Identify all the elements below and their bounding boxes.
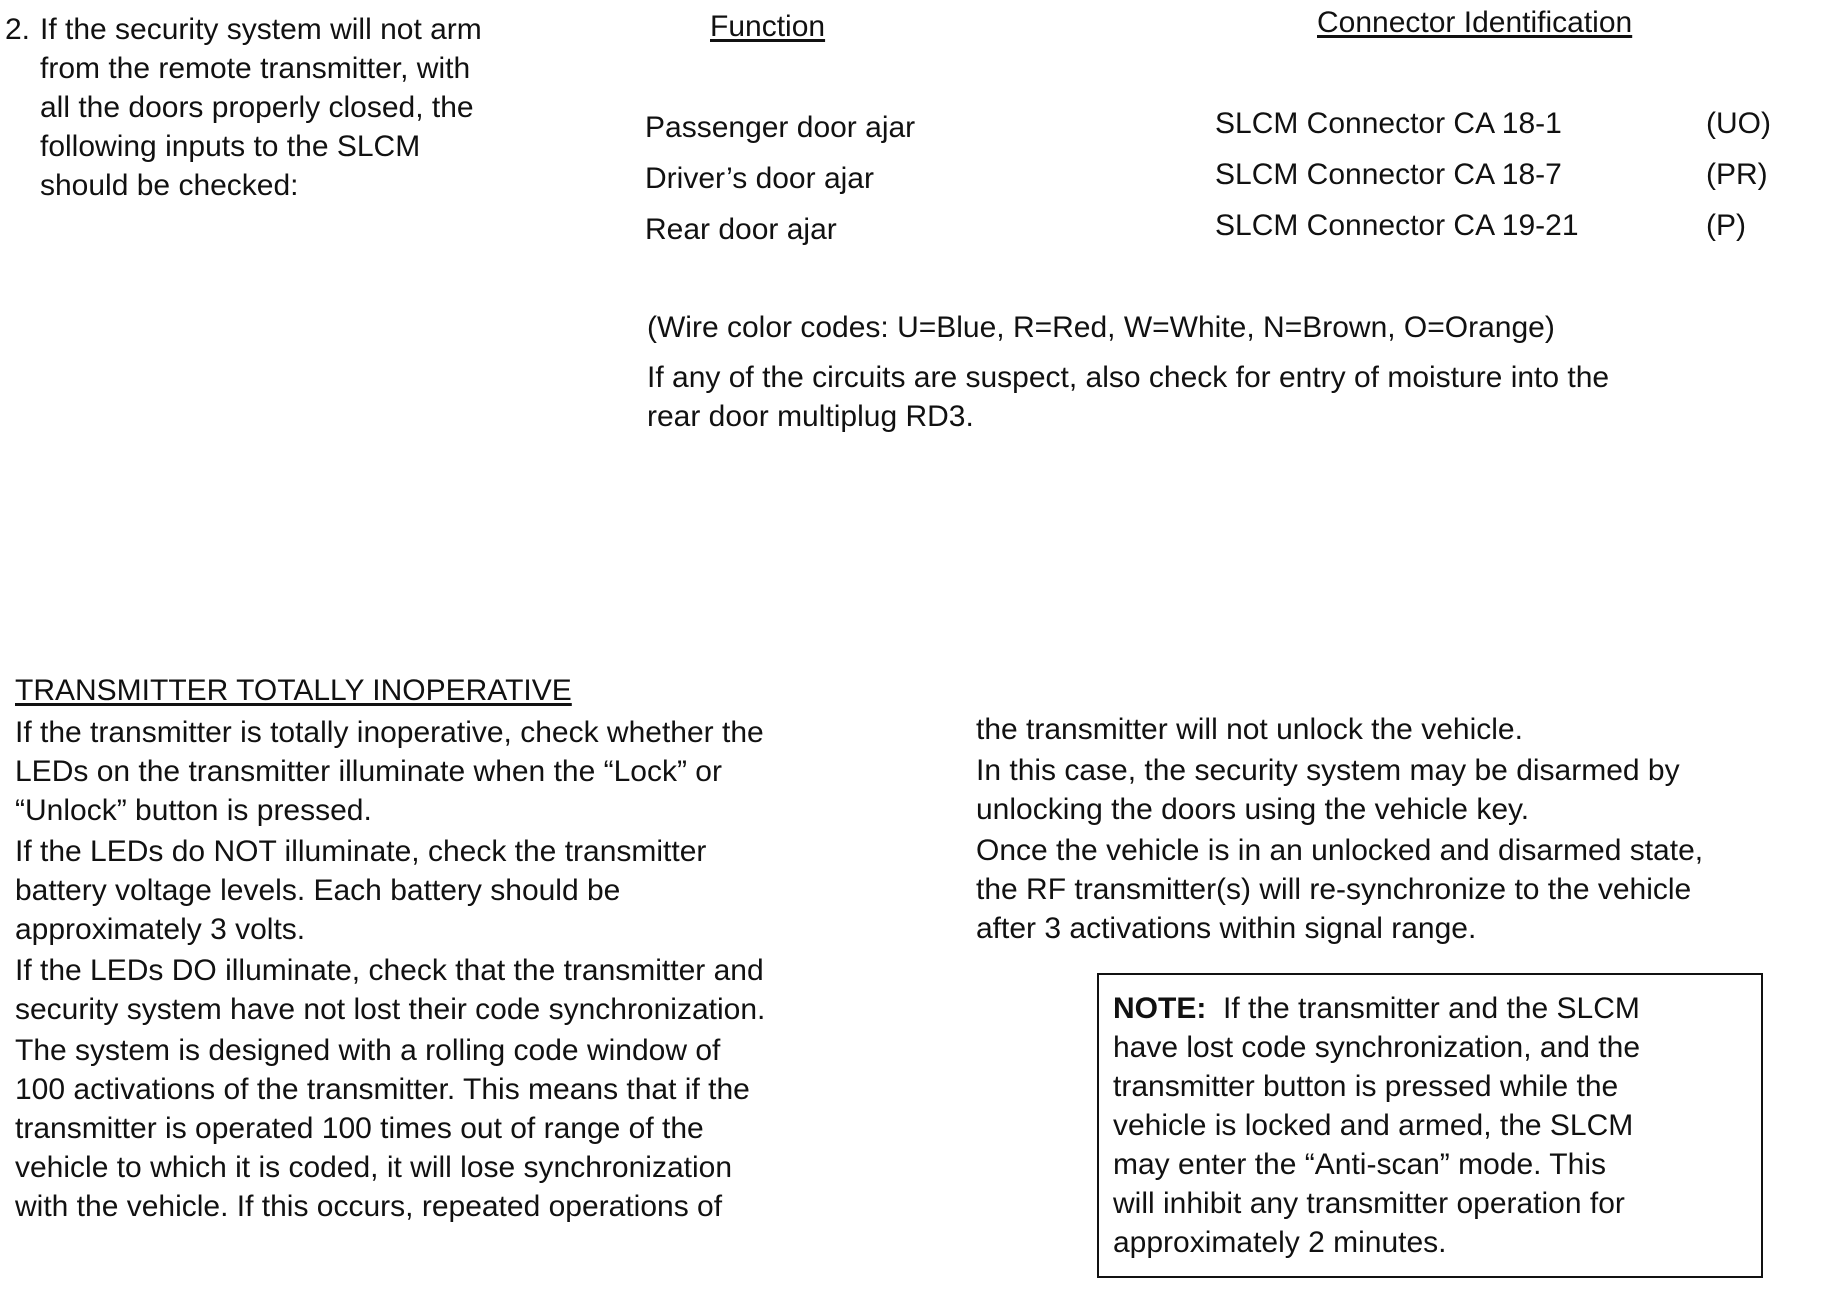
text-line: unlocking the doors using the vehicle key. xyxy=(976,793,1530,826)
note-line: have lost code synchronization, and the xyxy=(1113,1031,1641,1064)
step-line: from the remote transmitter, with xyxy=(40,52,471,85)
step-line: should be checked: xyxy=(40,169,299,202)
note-line: may enter the “Anti-scan” mode. This xyxy=(1113,1148,1606,1181)
table-cell-function: Driver’s door ajar xyxy=(645,162,874,195)
table-cell-wire-code: (PR) xyxy=(1706,158,1768,191)
table-cell-function: Passenger door ajar xyxy=(645,111,916,144)
step-line: following inputs to the SLCM xyxy=(40,130,421,163)
paragraph xyxy=(15,713,765,830)
step-line: all the doors properly closed, the xyxy=(40,91,474,124)
connector-column-header: Connector Identification xyxy=(1317,6,1633,39)
table-cell-function: Rear door ajar xyxy=(645,213,837,246)
table-cell-connector: SLCM Connector CA 19-21 xyxy=(1215,209,1579,242)
text-line: after 3 activations within signal range. xyxy=(976,912,1477,945)
left-column xyxy=(15,713,765,1228)
note-line: vehicle is locked and armed, the SLCM xyxy=(1113,1109,1634,1142)
right-column xyxy=(976,710,1703,950)
text-line: The system is designed with a rolling code window of xyxy=(15,1034,721,1067)
table-cell-wire-code: (UO) xyxy=(1706,107,1771,140)
text-line: the transmitter will not unlock the vehicle. xyxy=(976,713,1523,746)
paragraph xyxy=(15,832,765,949)
text-line: with the vehicle. If this occurs, repeated operations of xyxy=(15,1190,723,1223)
note-label: NOTE: xyxy=(1113,992,1207,1025)
text-line: If the LEDs do NOT illuminate, check the transmitter xyxy=(15,835,707,868)
note-line: If any of the circuits are suspect, also check for entry of moisture into the xyxy=(647,361,1610,394)
note-line: will inhibit any transmitter operation for xyxy=(1113,1187,1625,1220)
text-line: If the transmitter is totally inoperative, check whether the xyxy=(15,716,764,749)
suspect-circuits-note xyxy=(647,358,1609,436)
note-first-line xyxy=(1113,989,1640,1028)
table-cell-connector: SLCM Connector CA 18-1 xyxy=(1215,107,1562,140)
note-line: approximately 2 minutes. xyxy=(1113,1226,1447,1259)
text-line: If the LEDs DO illuminate, check that the transmitter and xyxy=(15,954,764,987)
text-line: vehicle to which it is coded, it will lose synchronization xyxy=(15,1151,732,1184)
table-cell-connector: SLCM Connector CA 18-7 xyxy=(1215,158,1562,191)
text-line: battery voltage levels. Each battery should be xyxy=(15,874,621,907)
paragraph xyxy=(976,751,1703,829)
function-column-header: Function xyxy=(710,10,826,43)
step-instruction xyxy=(40,10,482,205)
section-title: TRANSMITTER TOTALLY INOPERATIVE xyxy=(15,674,572,707)
note-line: If the transmitter and the SLCM xyxy=(1223,992,1640,1025)
text-line: security system have not lost their code synchronization. xyxy=(15,993,766,1026)
text-line: the RF transmitter(s) will re-synchronize to the vehicle xyxy=(976,873,1692,906)
text-line: 100 activations of the transmitter. This means that if the xyxy=(15,1073,750,1106)
paragraph xyxy=(976,831,1703,948)
step-number: 2. xyxy=(5,13,31,46)
note-content xyxy=(1113,989,1640,1262)
paragraph xyxy=(15,951,765,1029)
step-line: If the security system will not arm xyxy=(40,13,482,46)
text-line: In this case, the security system may be disarmed by xyxy=(976,754,1680,787)
note-line: rear door multiplug RD3. xyxy=(647,400,974,433)
text-line: Once the vehicle is in an unlocked and disarmed state, xyxy=(976,834,1704,867)
text-line: approximately 3 volts. xyxy=(15,913,306,946)
text-line: transmitter is operated 100 times out of range of the xyxy=(15,1112,704,1145)
wire-color-codes: (Wire color codes: U=Blue, R=Red, W=White, N=Brown, O=Orange) xyxy=(647,311,1555,344)
paragraph xyxy=(976,710,1703,749)
table-cell-wire-code: (P) xyxy=(1706,209,1746,242)
paragraph xyxy=(15,1031,765,1226)
note-line: transmitter button is pressed while the xyxy=(1113,1070,1619,1103)
text-line: LEDs on the transmitter illuminate when the “Lock” or xyxy=(15,755,722,788)
text-line: “Unlock” button is pressed. xyxy=(15,794,372,827)
